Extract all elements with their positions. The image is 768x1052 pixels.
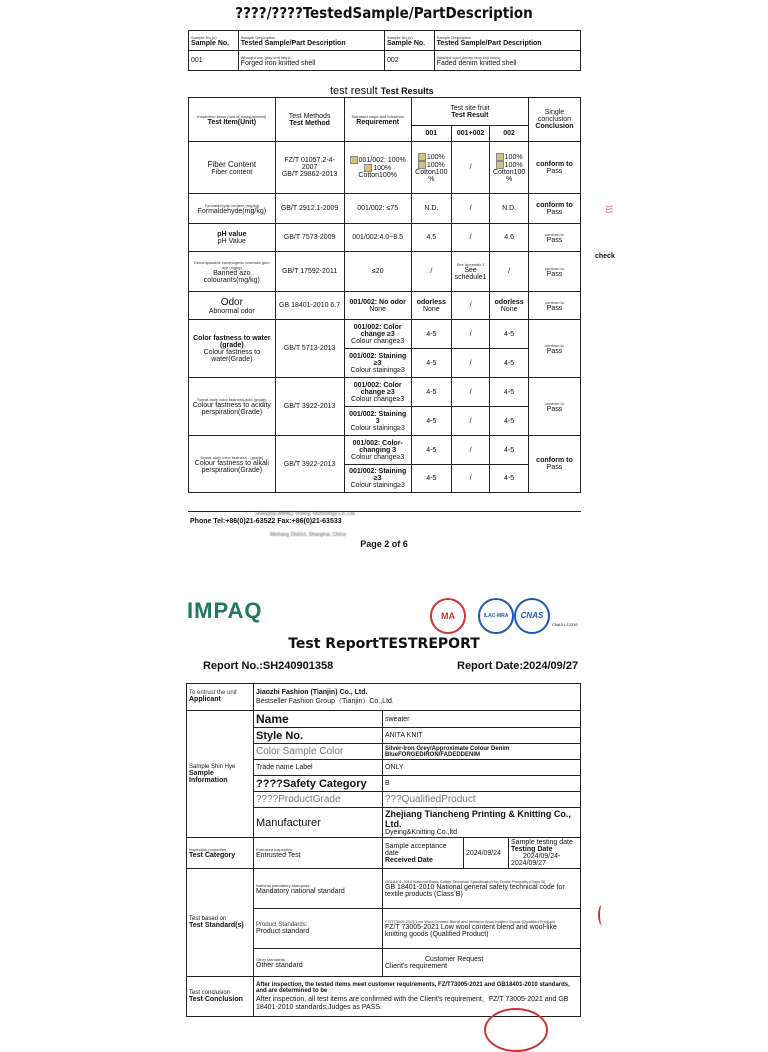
manufacturer-label: Manufacturer xyxy=(254,808,383,838)
red-seal-mark: ⟆⟆⟆ xyxy=(605,205,612,214)
row-acid-fastness-change: Sweat-stain color fastness-acid (grade) Colour fastness to acidity perspiration(Grade) GB/T 3922-2013 001/002: Color change ≥3 Colour change≥3 4-5 / 4-5 conform to Pass xyxy=(189,378,581,407)
red-stamp xyxy=(484,1008,548,1052)
check-note: check xyxy=(595,253,615,260)
row-alkali-fastness-staining: 001/002: Staining ≥3 Colour staining≥3 4-5 / 4-5 xyxy=(189,465,581,493)
sample-no-002: 002 xyxy=(384,51,434,71)
trade-value: ONLY xyxy=(383,760,581,776)
page-number: Page 2 of 6 xyxy=(360,539,408,549)
sample-001-desc: Forged iron knitted shell xyxy=(240,59,316,67)
row-other-standard: Other standards: Other standard Customer Request Client's requirement xyxy=(187,949,581,977)
report-date: Report Date:2024/09/27 xyxy=(457,660,579,672)
cnas-code: CNAS L12316 xyxy=(552,622,578,627)
footer-divider xyxy=(188,511,581,512)
row-water-fastness-change: Color fastness to water (grade) Colour fastness to water(Grade) GB/T 5713-2013 001/002: Color change ≥3 Colour change≥3 4-5 / 4-5 conform to Pass xyxy=(189,320,581,349)
cma-badge: MA xyxy=(430,598,466,634)
row-banned-azo: Decomposable carcinogenic aromatic gum dye (mgkg) Banned azo colourants(mg/kg) GB/T 17592-2011 ≤20 / See Appendix 1 See schedule1 / conform to Pass xyxy=(189,252,581,292)
trade-label: Trade name Label xyxy=(254,760,383,776)
grade-value: ???QualifiedProduct xyxy=(383,792,581,808)
safety-value: B xyxy=(383,776,581,792)
cnas-badge: CNAS xyxy=(514,598,550,634)
impaq-logo: IMPAQ xyxy=(187,598,263,623)
report-info-table: To entrust the unit Applicant Jiaozhi Fashion (Tianjin) Co., Ltd. Bestseller Fashion Group（Tianjin）Co.,Ltd. Sample Shin Hye Sample Information Name sweater Style No. ANITA KNIT Color Sample Color Silver-Iron Grey/Approximate Colour Denim BlueFORGEDIRON/FADEDDENIM Trade name Label ONLY ????Safety Category B ????ProductGrade ???QualifiedProduct Manufacturer Zhejiang Tiancheng Printing & Knitting Co., Ltd. Dyeing&Knitting Co.,ltd Inspection properties Test Category Entrusted inspection Entrusted Test Sample acceptance date Received Date 2024/09/24 Sample testing date Testing Date 2024/09/24-2024/09/27 Test based on Test Standard(s) National mandatory standards: Mandatory national standard GB18401-2010 National Basic Safety Technical Specification for Textile Products (Class B) GB 18401-2010 National general safety technical code for textile products (Class B) Product Standards: Product standard FZ/T73005-2021 Low Wool Content Blend and Imitation Wool Knitted Goods (Qualified Product) FZ/T 73005-2021 Low wool content blend and wool-like knitting goods (Qualified Product) Other standards: Other standard Customer Request Client's requirement Test conclusion Test Conclusion After inspection, the tested items meet customer requirements, FZ/T73005-2021 and GB18401-2010 standards, and are determined to be After inspection, all test items are confirmed with the Client's requirement，FZ/T 73005-2021 and GB 18401-2010 standards,Judges as PASS. xyxy=(186,683,581,1017)
footer-company: Shanghai IMPAQ Testing Technology Co.,Ltd xyxy=(255,511,355,517)
color-value: Silver-Iron Grey/Approximate Colour Denim BlueFORGEDIRON/FADEDDENIM xyxy=(383,744,581,760)
name-value: sweater xyxy=(383,711,581,728)
report-number: Report No.:SH240901358 xyxy=(203,660,334,672)
results-title: test result Test Results xyxy=(330,85,434,97)
ilac-badge: ILAC-MRA xyxy=(478,598,514,634)
row-formaldehyde: Formaldehyde content (mg/kg) Formaldehyde(mg/kg) GB/T 2912.1-2009 001/002: ≤75 N.D. / N.D. conform to Pass xyxy=(189,194,581,224)
row-test-conclusion: Test conclusion Test Conclusion After inspection, the tested items meet customer requirements, FZ/T73005-2021 and GB18401-2010 standards, and are determined to be After inspection, all test items are confirmed with the Client's requirement，FZ/T 73005-2021 and GB 18401-2010 standards,Judges as PASS. xyxy=(187,977,581,1017)
header-description: Tested Sample/Part Description xyxy=(240,39,346,47)
row-acid-fastness-staining: 001/002: Staining 3 Colour staining≥3 4-5 / 4-5 xyxy=(189,407,581,436)
page-title: ????/????TestedSample/PartDescription xyxy=(235,4,533,22)
row-ph-value: pH value pH Value GB/T 7573-2009 001/002:4.0~8.5 4.5 / 4.6 conform to Pass xyxy=(189,224,581,252)
footer-phone: Phone Tel:+86(0)21-63522 Fax:+86(0)21-63533 xyxy=(190,518,342,525)
name-label: Name xyxy=(254,711,383,728)
footer-address: Minhang District, Shanghai, China xyxy=(270,532,346,538)
row-odor: Odor Abnormal odor GB 18401-2010 6.7 001/002: No odor None odorless None / odorless None conform to Pass xyxy=(189,292,581,320)
style-label: Style No. xyxy=(254,728,383,744)
header-sample-no: Sample No. xyxy=(191,39,230,47)
color-label: Color Sample Color xyxy=(254,744,383,760)
grade-label: ????ProductGrade xyxy=(254,792,383,808)
row-test-category: Inspection properties Test Category Entrusted inspection Entrusted Test Sample acceptance date Received Date 2024/09/24 Sample testing date Testing Date 2024/09/24-2024/09/27 xyxy=(187,838,581,869)
row-fiber-content: Fiber Content Fiber content FZ/T 01057.2-4-2007 GB/T 29862-2013 001/002: 100% 100% Cotton100% 100% 100% Cotton100 % / 100% 100% Cotton100 % conform to Pass xyxy=(189,142,581,194)
row-alkali-fastness-change: Sweat stain color fastness - (grade) Colour fastness to alkali perspiration(Grade) GB/T 3922-2013 001/002: Color-changing 3 Colour change≥3 4-5 / 4-5 conform to Pass xyxy=(189,436,581,465)
row-applicant: To entrust the unit Applicant Jiaozhi Fashion (Tianjin) Co., Ltd. Bestseller Fashion Group（Tianjin）Co.,Ltd. xyxy=(187,684,581,711)
test-results-table: Inspection items (unit of measurement) Test Item(Unit) Test Methods Test Method Standard value and tolerance Requirement Test site fruit Test Result Single conclusion Conclusion 001 001+002 002 Fiber Content Fiber content FZ/T 01057.2-4-2007 GB/T 29862-2013 001/002: 100% 100% Cotton100% 100% 100% Cotton100 % / 100% 100% Cotton100 % conform to Pass Formaldehyde content (mg/kg) Formaldehyde(mg/kg) GB/T 2912.1-2009 001/002: ≤75 N.D. / N.D. conform to Pass pH value pH Value GB/T 7573-2009 001/002:4.0~8.5 4.5 / 4.6 conform to Pass Decomposable carcinogenic aromatic gum dye (mgkg) Banned azo colourants(mg/kg) GB/T 17592-2011 ≤20 / See Appendix 1 See schedule1 / conform to Pass Odor Abnormal odor GB 18401-2010 6.7 001/002: No odor None odorless None / odorless None conform to Pass Color fastness to water (grade) Colour fastness to water(Grade) GB/T 5713-2013 001/002: Color change ≥3 Colour change≥3 4-5 / 4-5 conform to Pass 001/002: Staining ≥3 Colour staining≥3 4-5 / 4-5 Sweat-stain color fastness-acid (grade) Colour fastness to acidity perspiration(Grade) GB/T 3922-2013 001/002: Color change ≥3 Colour change≥3 4-5 / 4-5 conform to Pass 001/002: Staining 3 Colour staining≥3 4-5 / 4-5 Sweat stain color fastness - (grade) Colour fastness to alkali perspiration(Grade) GB/T 3922-2013 001/002: Color-changing 3 Colour change≥3 4-5 / 4-5 conform to Pass 001/002: Staining ≥3 Colour staining≥3 4-5 / 4-5 xyxy=(188,97,581,493)
sample-description-table: Sample No.(s) Sample No. Sample Description Tested Sample/Part Description Sample No.(s) Sample No. Sample Description Tested Sample/Part Description 001 Wrought iron gray knit fabric Forged iron knitted shell 002 Washed color denim blue knit fabric Faded denim knitted shell xyxy=(188,30,581,71)
sample-no-001: 001 xyxy=(189,51,239,71)
row-mandatory-standard: Test based on Test Standard(s) National mandatory standards: Mandatory national standard GB18401-2010 National Basic Safety Technical Specification for Textile Products (Class B) GB 18401-2010 National general safety technical code for textile products (Class B) xyxy=(187,869,581,909)
row-product-standard: Product Standards: Product standard FZ/T73005-2021 Low Wool Content Blend and Imitation Wool Knitted Goods (Qualified Product) FZ/T 73005-2021 Low wool content blend and wool-like knitting goods (Qualified Product) xyxy=(187,909,581,949)
safety-label: ????Safety Category xyxy=(254,776,383,792)
row-water-fastness-staining: 001/002: Staining ≥3 Colour staining≥3 4-5 / 4-5 xyxy=(189,349,581,378)
report-title: Test ReportTESTREPORT xyxy=(288,636,480,652)
sample-002-desc: Faded denim knitted shell xyxy=(436,59,517,67)
red-seal-edge xyxy=(598,905,606,925)
style-value: ANITA KNIT xyxy=(383,728,581,744)
